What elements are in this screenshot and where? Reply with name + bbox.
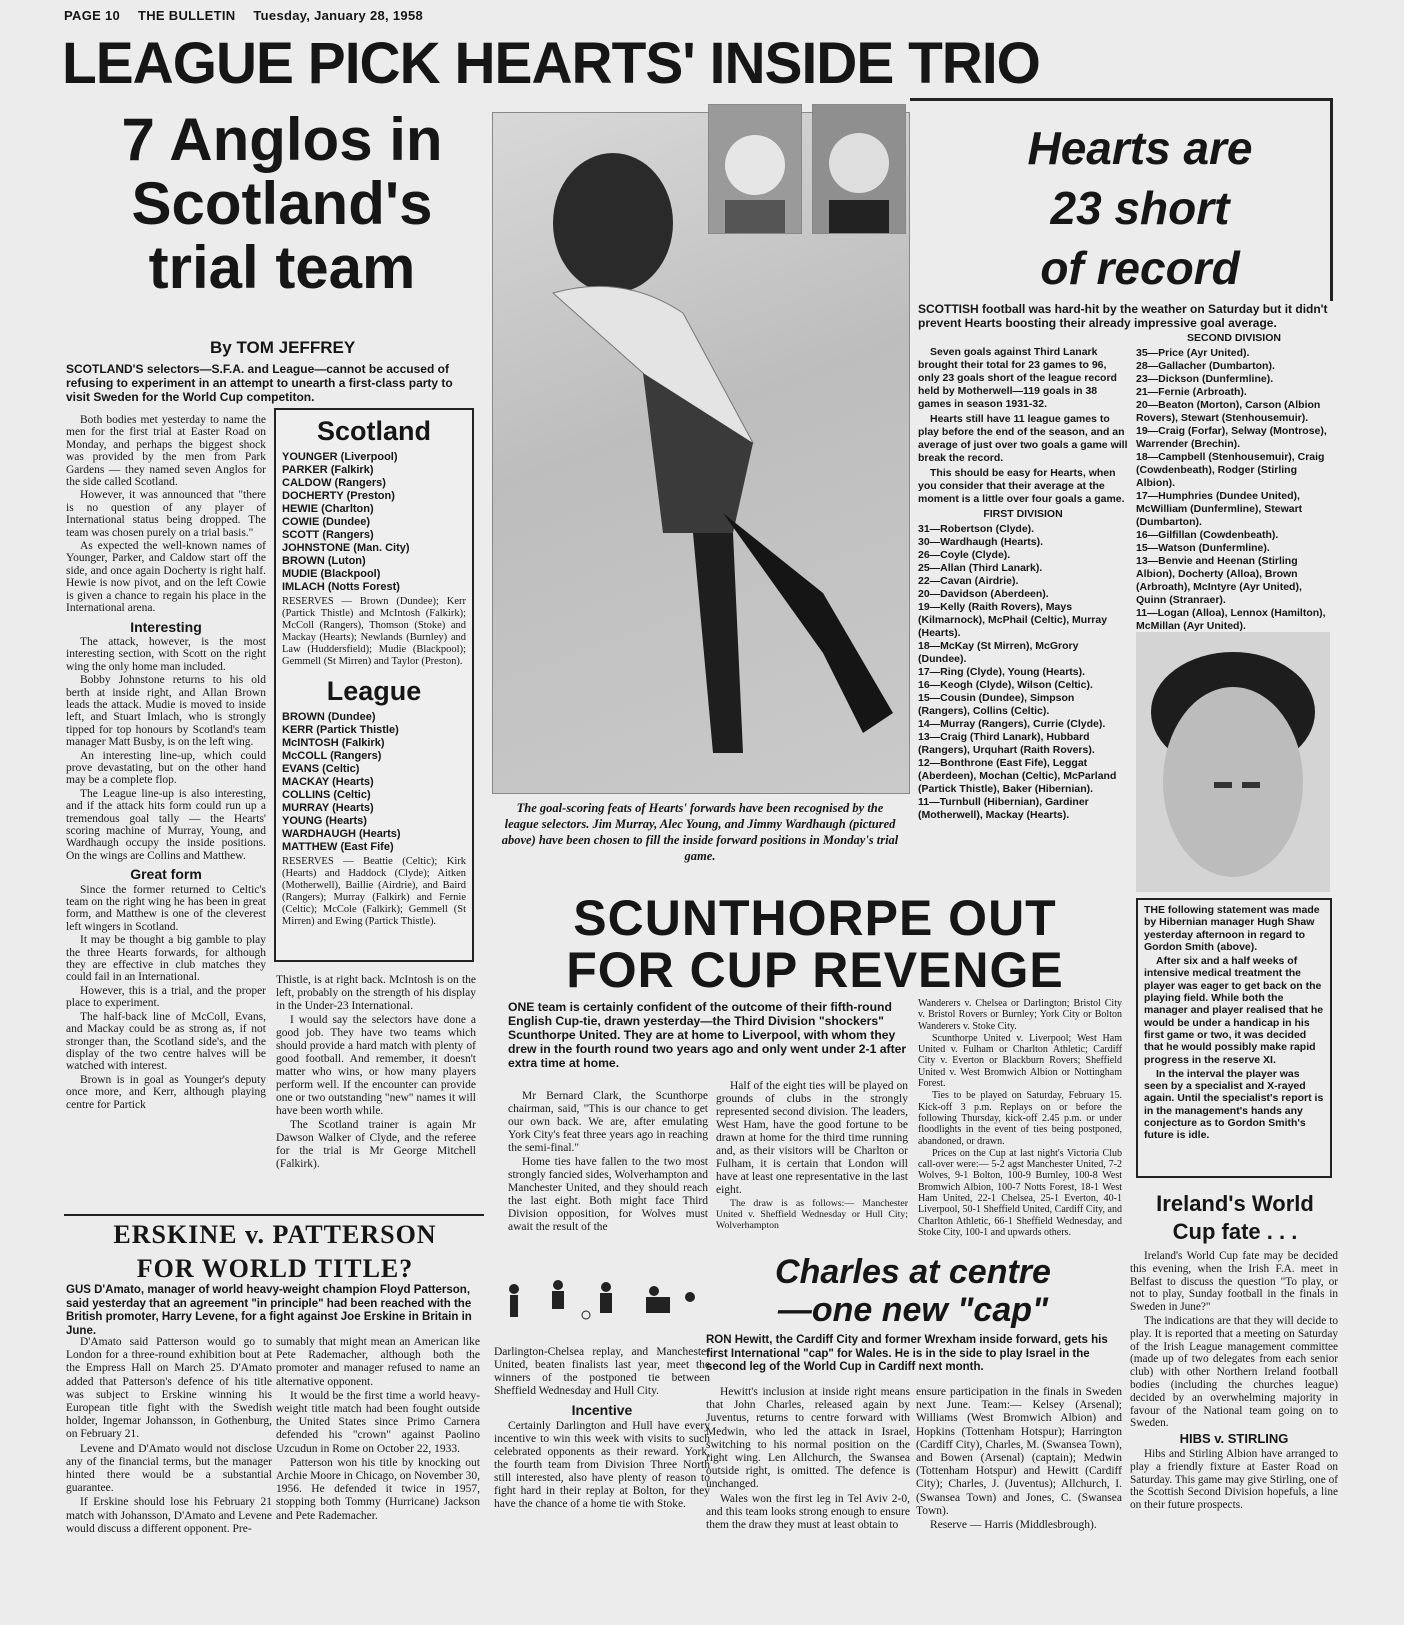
paragraph: The attack, however, is the most interesting section, with Scott on the right wing the only home man included. xyxy=(66,635,266,673)
roster-entry: McCOLL (Rangers) xyxy=(282,750,382,762)
erskine-col-1 xyxy=(66,1336,272,1537)
main-column-1 xyxy=(66,414,266,1112)
paragraph: Thistle, is at right back. McIntosh is on the left, probably on the strength of his display in the Under-23 International. xyxy=(276,974,476,1012)
scorer-entry: 11—Logan (Alloa), Lennox (Hamilton), McMillan (Ayr United). xyxy=(1136,607,1326,632)
paragraph: Both bodies met yesterday to name the men for the first trial at Easter Road on Monday, and perhaps the biggest shock was provided by the men from Park Gardens — they named seven Anglos for the side called Scotland. xyxy=(66,414,266,489)
ireland-title xyxy=(1130,1190,1340,1246)
main-story-title xyxy=(72,108,492,300)
title-line: FOR WORLD TITLE? xyxy=(136,1254,414,1283)
title-line: Hearts are xyxy=(1027,122,1253,174)
scorer-entry: 31—Robertson (Clyde). xyxy=(918,523,1035,535)
paragraph: Ireland's World Cup fate may be decided this evening, when the Irish F.A. meet in Belfast to discuss the question "To play, or not to play, Sunday football in the finals in Sweden in June?" xyxy=(1130,1250,1338,1314)
paragraph: An interesting line-up, which could prove devastating, but on the other hand may be a complete flop. xyxy=(66,749,266,787)
title-line: —one new "cap" xyxy=(777,1291,1049,1329)
charles-lede: RON Hewitt, the Cardiff City and former Wrexham inside forward, gets his first International "cap" for Wales. He is in the side to play Israel in the second leg of the World Cup in Cardiff next month. xyxy=(706,1334,1108,1373)
first-division-list xyxy=(918,523,1128,822)
footballers-drawing xyxy=(494,1275,710,1335)
scunthorpe-col-3 xyxy=(918,998,1122,1239)
paragraph: ensure participation in the finals in Sweden next June. Team:— Kelsey (Arsenal); Williams (West Bromwich Albion) and Hopkins (Tottenham Hotspur); Harrington (Cardiff City), Charles, M. (Swansea Town), and Bowen (Arsenal) (captain); Medwin (Tottenham Hotspur) and Hewitt (Cardiff City); Charles, J. (Juventus); Allchurch, I. (Swansea Town) and Jones, C. (Swansea Town). xyxy=(916,1386,1122,1517)
second-division-heading: SECOND DIVISION xyxy=(1187,332,1281,344)
scotland-reserves: RESERVES — Brown (Dundee); Kerr (Partick Thistle) and McIntosh (Falkirk); McColl (Rangers), Thomson (Stoke) and Mackay (Hearts); Newlands (Burnley) and Law (Huddersfield); Mudie (Blackpool); Gemmell (St Mirren) and Taylor (Preston). xyxy=(282,596,466,667)
paragraph: It would be the first time a world heavy-weight title match had been fought outside the United States since Primo Carnera defended his "crown" against Paolino Uzcudun in Rome on October 22, 1933. xyxy=(276,1389,480,1455)
roster-entry: McINTOSH (Falkirk) xyxy=(282,737,385,749)
page-number: PAGE 10 xyxy=(64,8,121,23)
scorer-entry: 13—Benvie and Heenan (Stirling Albion), Docherty (Alloa), Brown (Arbroath), McIntyre (Ayr United), Quinn (Stranraer). xyxy=(1136,555,1302,606)
ireland-body xyxy=(1130,1250,1338,1513)
page-headline: LEAGUE PICK HEARTS' INSIDE TRIO xyxy=(62,31,1040,96)
title-line: FOR CUP REVENGE xyxy=(566,942,1064,998)
paragraph: Darlington-Chelsea replay, and Manchester United, beaten finalists last year, meet the winners of the postponed tie between Sheffield Wednesday and Hull City. xyxy=(494,1346,710,1397)
title-line: of record xyxy=(1040,242,1240,294)
footballers-icon xyxy=(494,1275,710,1335)
scorer-entry: 16—Keogh (Clyde), Wilson (Celtic). xyxy=(918,679,1093,691)
charles-col-1 xyxy=(706,1386,910,1533)
scorer-entry: 21—Fernie (Arbroath). xyxy=(1136,386,1247,398)
smith-statement-box xyxy=(1136,898,1332,1178)
scotland-heading: Scotland xyxy=(316,416,431,446)
erskine-lede: GUS D'Amato, manager of world heavy-weight champion Floyd Patterson, said yesterday that an agreement "in principle" had been reached with the British promoter, Harry Levene, for a fight against Joe Erskine in Britain in June. xyxy=(66,1284,472,1337)
byline: By TOM JEFFREY xyxy=(210,338,356,357)
roster-entry: MUDIE (Blackpool) xyxy=(282,568,381,580)
paragraph: D'Amato said Patterson would go to London for a three-round exhibition bout at the Empress Hall on March 25. D'Amato added that Patterson's defence of his title was subject to Erskine winning his European title fight with the Swedish holder, Ingemar Johansson, in Gothenburg, on February 21. xyxy=(66,1336,272,1441)
hearts-body xyxy=(918,346,1128,822)
charles-col-2 xyxy=(916,1386,1122,1533)
scorer-entry: 12—Bonthrone (East Fife), Leggat (Aberdeen), Mochan (Celtic), McParland (Partick Thistle), Baker (Hibernian). xyxy=(918,757,1117,795)
paragraph: Bobby Johnstone returns to his old berth at inside right, and Allan Brown leads the attack. Mudie is moved to inside left, and Stuart Imlach, who is strongly tipped for top honours by Scotland's team manager Matt Busby, is on the left wing. xyxy=(66,674,266,749)
scorer-entry: 35—Price (Ayr United). xyxy=(1136,347,1250,359)
scunthorpe-title xyxy=(520,892,1110,996)
team-lineups-box xyxy=(274,408,474,962)
paragraph: The indications are that they will decide to play. It is reported that a meeting on Saturday of the Irish League management committee (made up of two delegates from each senior club) with other Northern Ireland football bodies (including the churches league) decided by an overwhelming majority in favour of the National team going on to Sweden. xyxy=(1130,1314,1338,1430)
scorer-entry: 23—Dickson (Dunfermline). xyxy=(1136,373,1274,385)
paragraph: Scunthorpe United v. Liverpool; West Ham United v. Fulham or Charlton Athletic; Cardiff City v. Everton or Blackburn Rovers; Sheffield United v. West Bromwich Albion or Nottingham Forest. xyxy=(918,1032,1122,1090)
paragraph: Reserve — Harris (Middlesbrough). xyxy=(930,1519,1097,1532)
first-division-heading: FIRST DIVISION xyxy=(983,508,1063,520)
statement-body xyxy=(1144,904,1324,1142)
portrait-icon xyxy=(709,105,801,233)
title-line: ERSKINE v. PATTERSON xyxy=(113,1220,437,1249)
roster-entry: CALDOW (Rangers) xyxy=(282,477,386,489)
scorer-entry: 26—Coyle (Clyde). xyxy=(918,549,1011,561)
scunthorpe-col-1 xyxy=(508,1090,708,1235)
subhead: Incentive xyxy=(571,1402,633,1418)
scorer-entry: 18—Campbell (Stenhousemuir), Craig (Cowdenbeath), Rodger (Stirling Albion). xyxy=(1136,451,1325,489)
scorer-entry: 20—Beaton (Morton), Carson (Albion Rovers), Stewart (Stenhousemuir). xyxy=(1136,399,1321,424)
paragraph: Certainly Darlington and Hull have every incentive to win this week with visits to such celebrated opponents as their reward. York, the fourth team from Division Three North still interested, also have plenty of reason to fight hard in their replay at Bolton, for they have the chance of a home tie with Stoke. xyxy=(494,1420,710,1510)
league-roster xyxy=(282,711,466,854)
paragraph: Mr Bernard Clark, the Scunthorpe chairman, said, "This is our chance to get our own back. We are, after emulating York City's feat three years ago in reaching the semi-final." xyxy=(508,1090,708,1154)
paragraph: The Scotland trainer is again Mr Dawson Walker of Clyde, and the referee for the trial is Mr George Mitchell (Falkirk). xyxy=(276,1119,476,1170)
roster-entry: BROWN (Luton) xyxy=(282,555,366,567)
paragraph: sumably that might mean an American like Pete Rademacher, although both the promoter and manager refused to name an alternative opponent. xyxy=(276,1336,480,1388)
erskine-col-2 xyxy=(276,1336,480,1524)
roster-entry: SCOTT (Rangers) xyxy=(282,529,374,541)
scorer-entry: 19—Kelly (Raith Rovers), Mays (Kilmarnock), McPhail (Celtic), Murray (Hearts). xyxy=(918,601,1108,639)
scorer-entry: 22—Cavan (Airdrie). xyxy=(918,575,1019,587)
subhead: HIBS v. STIRLING xyxy=(1179,1431,1289,1447)
scorer-entry: 19—Craig (Forfar), Selway (Montrose), Warrender (Brechin). xyxy=(1136,425,1327,450)
paragraph: The half-back line of McColl, Evans, and Mackay could be as strong as, if not stronger than, the Scotland side's, and the display of the two centre halves will be watched with interest. xyxy=(66,1010,266,1073)
title-line: Charles at centre xyxy=(775,1253,1051,1291)
title-line: 23 short xyxy=(1050,182,1230,234)
roster-entry: HEWIE (Charlton) xyxy=(282,503,374,515)
scorer-entry: 11—Turnbull (Hibernian), Gardiner (Motherwell), Mackay (Hearts). xyxy=(918,796,1089,821)
scorer-entry: 25—Allan (Third Lanark). xyxy=(918,562,1043,574)
paragraph: As expected the well-known names of Younger, Parker, and Caldow start off the side, and once again Docherty is right half. Hewie is now pivot, and on the left Cowie is given a chance to regain his place in the International arena. xyxy=(66,540,266,615)
title-line: Scotland's xyxy=(131,170,433,237)
title-line: 7 Anglos in xyxy=(121,106,443,173)
title-line: trial team xyxy=(148,234,416,301)
second-division xyxy=(1136,330,1332,633)
scorer-entry: 20—Davidson (Aberdeen). xyxy=(918,588,1049,600)
paragraph: Since the former returned to Celtic's team on the right wing he has been in great form, and Matthew is one of the cleverest left wingers in Scotland. xyxy=(66,883,266,933)
roster-entry: YOUNG (Hearts) xyxy=(282,815,367,827)
paragraph: The League line-up is also interesting, and if the attack hits form could run up a tremendous goal tally — the Hearts' scoring machine of Murray, Young, and Wardhaugh occupy the inside positions. On the wings are Collins and Matthew. xyxy=(66,787,266,862)
paper-name: THE BULLETIN xyxy=(137,8,236,23)
issue-date: Tuesday, January 28, 1958 xyxy=(253,8,424,23)
scorer-entry: 15—Watson (Dunfermline). xyxy=(1136,542,1270,554)
roster-entry: MURRAY (Hearts) xyxy=(282,802,374,814)
scorer-entry: 18—McKay (St Mirren), McGrory (Dundee). xyxy=(918,640,1079,665)
hearts-title xyxy=(960,118,1320,298)
charles-title xyxy=(718,1253,1108,1329)
divider xyxy=(64,1214,484,1216)
main-lede: SCOTLAND'S selectors—S.F.A. and League—cannot be accused of refusing to experiment in an attempt to unearth a first-class party to visit Sweden for the World Cup competiton. xyxy=(66,362,453,404)
scunthorpe-lede: ONE team is certainly confident of the outcome of their fifth-round English Cup-tie, drawn yesterday—the Third Division "shockers" Scunthorpe United. They are at home to Liverpool, with whom they drew in the fourth round two years ago and only went under 2-1 after extra time at home. xyxy=(508,1000,907,1070)
title-line: Cup fate . . . xyxy=(1172,1219,1298,1244)
paragraph: Hearts still have 11 league games to play before the end of the season, and an average of just over two goals a game will break the record. xyxy=(918,413,1128,464)
scorer-entry: 30—Wardhaugh (Hearts). xyxy=(918,536,1044,548)
paragraph: However, it was announced that "there is no question of any player of International status being dropped. The team was chosen purely on a trial basis." xyxy=(66,489,266,539)
league-heading: League xyxy=(326,676,422,706)
roster-entry: EVANS (Celtic) xyxy=(282,763,360,775)
roster-entry: KERR (Partick Thistle) xyxy=(282,724,399,736)
paragraph: Wales won the first leg in Tel Aviv 2-0, and this team looks strong enough to ensure them the draw they must at least obtain to xyxy=(706,1492,910,1532)
erskine-title xyxy=(66,1218,484,1286)
player-portrait-1 xyxy=(708,104,802,234)
portrait-icon xyxy=(1136,632,1330,892)
roster-entry: COLLINS (Celtic) xyxy=(282,789,371,801)
paragraph: Levene and D'Amato would not disclose any of the financial terms, but the manager hinted there would be a substantial guarantee. xyxy=(66,1442,272,1495)
paragraph: I would say the selectors have done a good job. They have two teams which should provide a hard match with plenty of good football. And remember, it doesn't matter who wins, or how many players perform well. If the encounter can provide one or two outstanding "new" names it will have been worth while. xyxy=(276,1014,476,1117)
main-column-2 xyxy=(276,974,476,1172)
title-line: Ireland's World xyxy=(1156,1191,1314,1216)
paragraph: This should be easy for Hearts, when you consider that their average at the moment is a little over four goals a game. xyxy=(918,467,1125,505)
hearts-lede: SCOTTISH football was hard-hit by the weather on Saturday but it didn't prevent Hearts boosting their already impressive goal average. xyxy=(918,302,1328,330)
photo-caption: The goal-scoring feats of Hearts' forwards have been recognised by the league selectors. Jim Murray, Alec Young, and Jimmy Wardhaugh (pictured above) have been chosen to fill the inside forward positions in Monday's trial game. xyxy=(501,801,899,863)
scunthorpe-col-2 xyxy=(716,1080,908,1232)
roster-entry: BROWN (Dundee) xyxy=(282,711,376,723)
scorer-entry: 17—Humphries (Dundee United), McWilliam (Dunfermline), Stewart (Dumbarton). xyxy=(1136,490,1303,528)
player-portrait-2 xyxy=(812,104,906,234)
scotland-roster xyxy=(282,451,466,594)
gordon-smith-photo xyxy=(1136,632,1330,892)
second-division-list xyxy=(1136,347,1332,633)
roster-entry: WARDHAUGH (Hearts) xyxy=(282,828,401,840)
scorer-entry: 15—Cousin (Dundee), Simpson (Rangers), Collins (Celtic). xyxy=(918,692,1075,717)
paragraph: After six and a half weeks of intensive medical treatment the player was eager to get back on the playing field. While both the manager and player realised that he would be under a handicap in his first game or two, it was decided that he would possibly make rapid progress in the reserve XI. xyxy=(1144,955,1324,1066)
paragraph: Seven goals against Third Lanark brought their total for 23 games to 96, only 23 goals short of the league record held by Motherwell—119 goals in 38 games in season 1931-32. xyxy=(918,346,1117,410)
paragraph: The draw is as follows:— Manchester United v. Sheffield Wednesday or Hull City; Wolverhampton xyxy=(716,1198,908,1231)
paragraph: Brown is in goal as Younger's deputy once more, and Kerr, although playing centre for Partick xyxy=(66,1073,266,1111)
subhead: Great form xyxy=(130,866,202,883)
scorer-entry: 16—Gilfillan (Cowdenbeath). xyxy=(1136,529,1279,541)
league-reserves: RESERVES — Beattie (Celtic); Kirk (Hearts) and Haddock (Clyde); Aitken (Motherwell), Baillie (Airdrie), and Baird (Rangers); Murray (Falkirk) and Fernie (Celtic); McCole (Falkirk); Gemmell (St Mirren) and Ewing (Partick Thistle). xyxy=(282,856,466,927)
paragraph: Hibs and Stirling Albion have arranged to play a friendly fixture at Easter Road on Saturday. This game may give Stirling, one of the Scottish Second Division hopefuls, a line on their future prospects. xyxy=(1130,1447,1338,1512)
scorer-entry: 13—Craig (Third Lanark), Hubbard (Rangers), Urquhart (Raith Rovers). xyxy=(918,731,1095,756)
masthead xyxy=(64,8,437,23)
paragraph: Patterson won his title by knocking out Archie Moore in Chicago, on November 30, 1956. He defended it twice in 1957, stopping both Tommy (Hurricane) Jackson and Pete Rademacher. xyxy=(276,1456,480,1522)
roster-entry: IMLACH (Notts Forest) xyxy=(282,581,400,593)
roster-entry: PARKER (Falkirk) xyxy=(282,464,374,476)
subhead: Interesting xyxy=(130,618,202,635)
paragraph: THE following statement was made by Hibernian manager Hugh Shaw yesterday afternoon in regard to Gordon Smith (above). xyxy=(1144,904,1320,953)
paragraph: Home ties have fallen to the two most strongly fancied sides, Wolverhampton and Manchester United, and they should reach the last eight. Both might face Third Division opposition, for Wolves must await the result of the xyxy=(508,1156,708,1233)
roster-entry: MACKAY (Hearts) xyxy=(282,776,374,788)
roster-entry: MATTHEW (East Fife) xyxy=(282,841,394,853)
portrait-icon xyxy=(813,105,905,233)
scorer-entry: 14—Murray (Rangers), Currie (Clyde). xyxy=(918,718,1106,730)
scorer-entry: 17—Ring (Clyde), Young (Hearts). xyxy=(918,666,1086,678)
paragraph: Prices on the Cup at last night's Victoria Club call-over were:— 5-2 agst Manchester United, 7-2 Wolves, 9-1 Bolton, 100-9 Burnley, 100-8 West Bromwich Albion, 100-7 Notts Forest, 18-1 West Ham United, 22-1 Chelsea, 25-1 Everton, 40-1 Liverpool, 50-1 Sheffield United, Cardiff City, and Charlton Athletic, 66-1 Sheffield Wednesday, and Stoke City, 100-1 and upwards others. xyxy=(918,1147,1122,1238)
paragraph: Wanderers v. Chelsea or Darlington; Bristol City v. Bristol Rovers or Burnley; York City or Bolton Wanderers v. Stoke City. xyxy=(918,998,1122,1032)
paragraph: Hewitt's inclusion at inside right means that John Charles, released again by Juventus, returns to centre forward with Medwin, who led the attack in Israel, switching to his normal position on the right wing. Len Allchurch, the Swansea outside right, is omitted. The defence is unchanged. xyxy=(706,1386,910,1491)
roster-entry: YOUNGER (Liverpool) xyxy=(282,451,398,463)
roster-entry: DOCHERTY (Preston) xyxy=(282,490,395,502)
paragraph: It may be thought a big gamble to play the three Hearts forwards, for although they are effective in club matches they could fail in an International. xyxy=(66,934,266,984)
roster-entry: JOHNSTONE (Man. City) xyxy=(282,542,410,554)
paragraph: However, this is a trial, and the proper place to experiment. xyxy=(66,984,266,1010)
scunthorpe-col-1b xyxy=(494,1346,710,1512)
scorer-entry: 28—Gallacher (Dumbarton). xyxy=(1136,360,1275,372)
paragraph: Half of the eight ties will be played on grounds of clubs in the strongly represented second division. The leaders, West Ham, have the good fortune to be drawn at home for the third time running and, as their visitors will be Charlton or Fulham, it is certain that London will have at least one representative in the last eight. xyxy=(716,1080,908,1196)
paragraph: In the interval the player was seen by a specialist and X-rayed again. Until the specialist's report is in the management's hands any conjecture as to Gordon Smith's future is idle. xyxy=(1144,1067,1324,1142)
roster-entry: COWIE (Dundee) xyxy=(282,516,370,528)
paragraph: If Erskine should lose his February 21 match with Johansson, D'Amato and Levene would discuss a different opponent. Pre- xyxy=(66,1496,272,1535)
title-line: SCUNTHORPE OUT xyxy=(573,890,1057,946)
paragraph: Ties to be played on Saturday, February 15. Kick-off 3 p.m. Replays on or before the following Thursday, kick-off 2.45 p.m. or under floodlights in the event of ties being postponed, abandoned, or drawn. xyxy=(918,1090,1122,1147)
